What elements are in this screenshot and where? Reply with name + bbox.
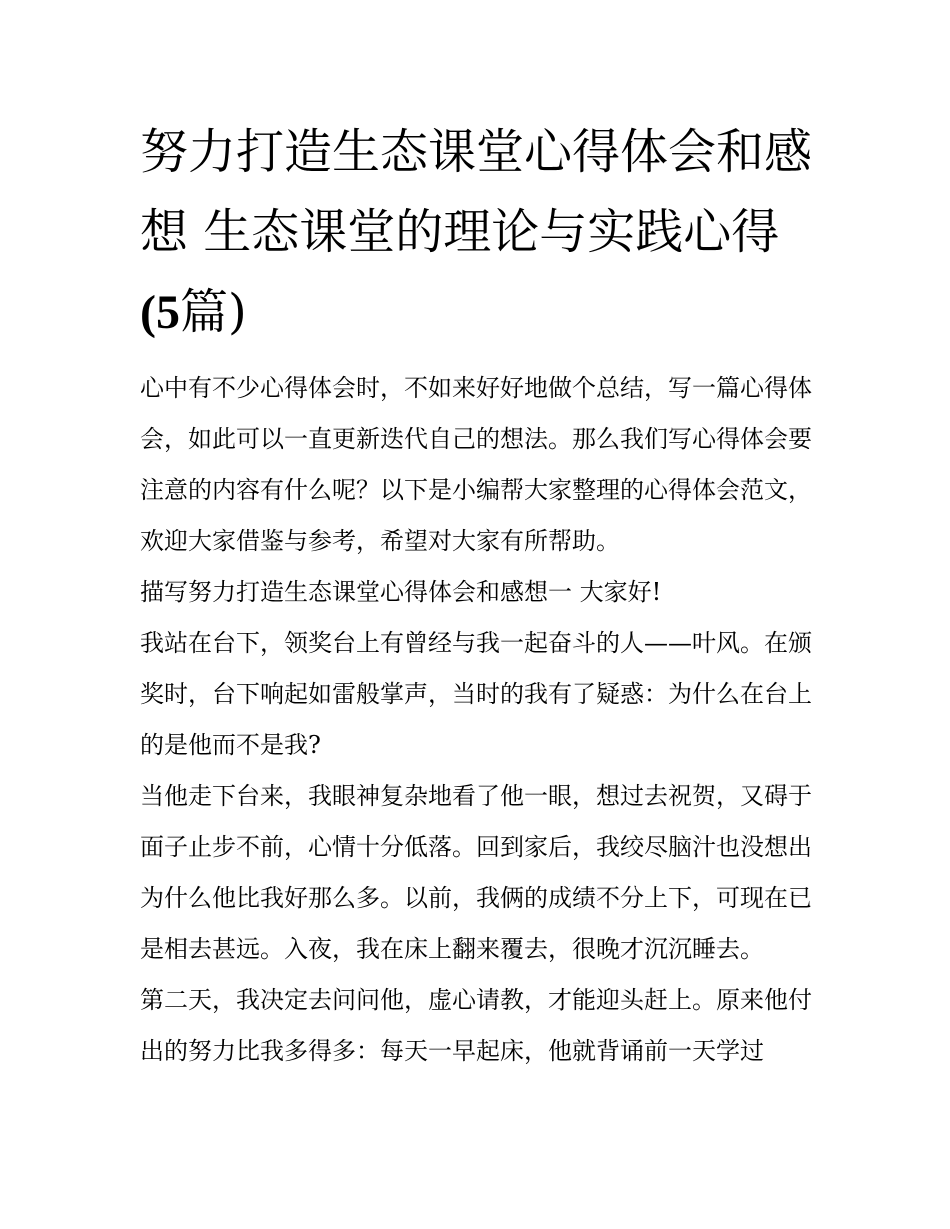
document-body — [140, 363, 812, 1077]
document-title — [140, 112, 812, 353]
paragraph-intro: 心中有不少心得体会时，不如来好好地做个总结，写一篇心得体会，如此可以一直更新迭代自己的想法。那么我们写心得体会要注意的内容有什么呢？以下是小编帮大家整理的心得体会范文，欢迎大家借鉴与参考，希望对大家有所帮助。 — [140, 374, 812, 555]
paragraph-heading-one: 描写努力打造生态课堂心得体会和感想一 大家好! — [140, 578, 662, 606]
title-count-suffix: 篇) — [179, 284, 247, 340]
paragraph-reflection: 当他走下台来，我眼神复杂地看了他一眼，想过去祝贺，又碍于面子止步不前，心情十分低落。回到家后，我绞尽脑汁也没想出为什么他比我好那么多。以前，我俩的成绩不分上下，可现在已是相去甚远。入夜，我在床上翻来覆去，很晚才沉沉睡去。 — [140, 782, 812, 963]
title-count-text: (5 — [140, 286, 180, 339]
paragraph-award: 我站在台下，领奖台上有曾经与我一起奋斗的人——叶风。在颁奖时，台下响起如雷般掌声，当时的我有了疑惑：为什么在台上的是他而不是我? — [140, 629, 812, 759]
paragraph-next-day: 第二天，我决定去问问他，虚心请教，才能迎头赶上。原来他付出的努力比我多得多：每天一早起床，他就背诵前一天学过 — [140, 986, 812, 1065]
document-page — [140, 112, 812, 1077]
title-main-text: 努力打造生态课堂心得体会和感想 生态课堂的理论与实践心得 — [140, 124, 813, 260]
